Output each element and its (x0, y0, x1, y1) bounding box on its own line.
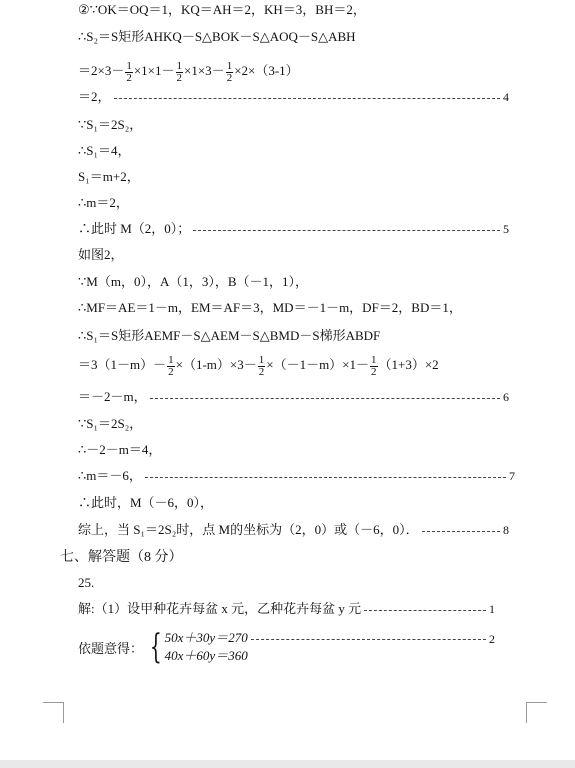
fraction-expression-line (78, 58, 299, 84)
text-line (78, 326, 380, 346)
fraction-expression-line (78, 352, 439, 378)
brace-icon: { (149, 627, 162, 667)
fraction-denominator: 2 (168, 365, 174, 378)
equation-1: 50x＋30y＝270 (164, 630, 248, 645)
text-line (78, 167, 140, 187)
text-line (78, 141, 131, 161)
fraction-denominator: 2 (371, 365, 377, 378)
line-text: ∴MF＝AE＝1－m，EM＝AF＝3，MD＝－1－m，DF＝2，BD＝1， (78, 300, 462, 315)
line-text: ②∵OK＝OQ＝1，KQ＝AH＝2，KH＝3，BH＝2， (78, 2, 366, 17)
text-line (78, 298, 462, 318)
text-line (78, 272, 308, 292)
text-line (78, 440, 161, 460)
expr-part: ×1×3－ (184, 63, 225, 78)
score-leader (251, 639, 486, 640)
section-heading: 七、解答题（8 分） (60, 550, 183, 565)
line-text: ＝2， (78, 89, 111, 104)
expr-part: ×（－1－m）×1－ (266, 357, 370, 372)
line-text: ∴S₂＝S矩形AHKQ－S△BOK－S△AOQ－S△ABH (78, 29, 356, 44)
text-line (78, 0, 366, 20)
line-text: ∴m＝－6， (78, 468, 142, 483)
line-text: ∴S₁＝S矩形AEMF－S△AEM－S△BMD－S梯形ABDF (78, 328, 381, 343)
fraction-numerator: 1 (176, 59, 183, 72)
score-leader (145, 477, 506, 478)
scored-line (78, 599, 495, 619)
fraction (226, 61, 234, 84)
line-text: ∴－2－m＝4， (78, 442, 162, 457)
expr-part: ×（1-m）×3－ (175, 357, 257, 372)
line-text: ∴S₁＝4， (78, 143, 131, 158)
text-line (78, 245, 124, 265)
fraction-numerator: 1 (126, 59, 132, 72)
fraction-denominator: 2 (176, 71, 183, 84)
text-line (78, 27, 356, 47)
page-corner-mark (526, 702, 547, 723)
line-text: ∴此时，M（－6，0）， (78, 495, 214, 510)
score-points: 6 (503, 390, 509, 404)
line-text: S₁＝m+2， (78, 169, 140, 184)
page-gap (0, 760, 575, 768)
fraction (370, 355, 378, 378)
line-text: 25. (78, 575, 95, 590)
fraction-numerator: 1 (226, 59, 233, 72)
scored-line (78, 466, 515, 486)
score-points: 5 (503, 222, 509, 236)
text-line (78, 193, 129, 213)
score-leader (114, 98, 500, 99)
score-points: 1 (489, 602, 495, 616)
score-leader (364, 610, 486, 611)
solution-text: 解:（1）设甲种花卉每盆 x 元，乙种花卉每盆 y 元 (78, 601, 362, 616)
expr-part: ×2×（3-1） (234, 63, 299, 78)
text-line (78, 414, 142, 434)
fraction-numerator: 1 (168, 353, 174, 366)
expr-part: ＝3（1－m）－ (78, 357, 167, 372)
equations (165, 629, 248, 665)
score-points: 4 (503, 90, 509, 104)
text-line (78, 493, 213, 513)
fraction-denominator: 2 (258, 365, 265, 378)
line-text: ∵M（m，0），A（1，3），B（－1，1）， (78, 274, 309, 289)
line-text: ∴m＝2， (78, 195, 129, 210)
fraction-denominator: 2 (126, 71, 132, 84)
expr-part: （1+3）×2 (378, 357, 439, 372)
score-points: 8 (503, 523, 509, 537)
expr-part: ＝2×3－ (78, 63, 125, 78)
scored-line (78, 387, 509, 407)
page-corner-mark (43, 702, 64, 723)
fraction-numerator: 1 (258, 353, 265, 366)
fraction (167, 355, 175, 378)
text-line (78, 115, 142, 135)
line-text: 如图2， (78, 247, 124, 262)
fraction-denominator: 2 (226, 71, 233, 84)
score-leader (193, 230, 500, 231)
score-points: 7 (509, 469, 515, 483)
score-leader (150, 398, 500, 399)
expr-part: ×1×1－ (133, 63, 175, 78)
line-text: ∴此时 M（2，0）； (78, 221, 191, 236)
problem-number (78, 573, 94, 593)
fraction (176, 61, 184, 84)
line-text: ∵S₁＝2S₂， (78, 416, 143, 431)
fraction-numerator: 1 (371, 353, 377, 366)
fraction (125, 61, 133, 84)
scored-line (78, 219, 509, 239)
equation-2: 40x＋60y＝360 (164, 648, 248, 663)
scored-line (78, 520, 509, 540)
score-points: 2 (489, 631, 495, 646)
line-text: ∵S₁＝2S₂， (78, 117, 143, 132)
equation-system (78, 628, 495, 666)
fraction (258, 355, 266, 378)
score-leader (422, 531, 500, 532)
line-text: 综上，当 S₁＝2S₂时，点 M的坐标为（2，0）或（－6，0）． (78, 522, 419, 537)
line-text: ＝－2－m， (78, 389, 147, 404)
scored-line (78, 87, 509, 107)
system-label: 依题意得： (78, 640, 144, 656)
